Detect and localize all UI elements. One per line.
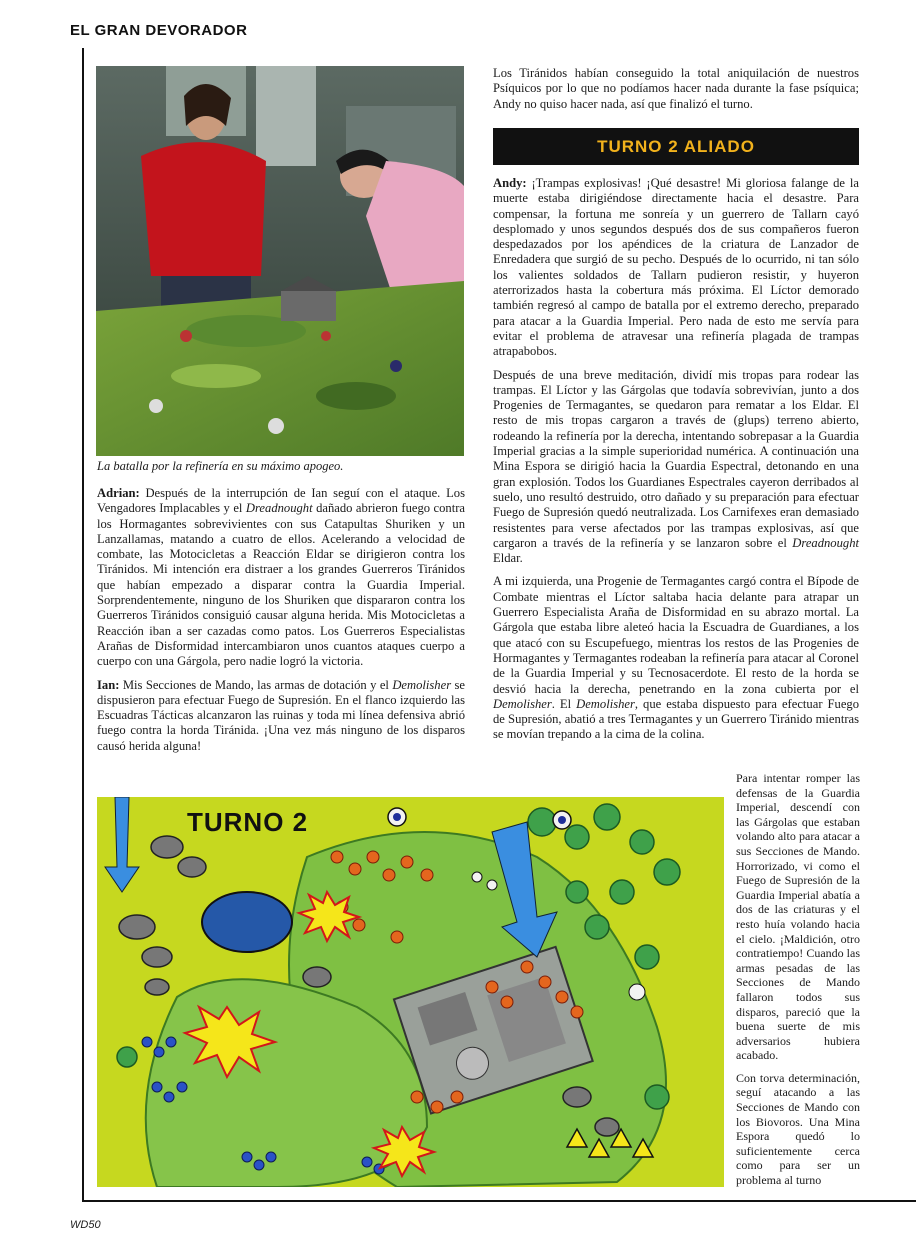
text-span: Después de una breve meditación, dividí mis tropas para rodear las trampas. El Líctor y las Gárgolas que todavía sobrevivían, junto a dos Progenies de Termagantes, se quedaron para rematar a los Eldar. El resto de mis tropas cargaron a través de (glups) terreno abierto, rodeando la refinería por la derecha, intentando sobrepasar a la Guardia Imperial gracias a la simple superioridad numérica. A continuación una Mina Espora se dirigió hacia la Guardia Espectral, detonando en una gran explosión. Todos los Guardianes Espectrales cayeron derribados al suelo, uno resultó destruido, otro dañado y su preparación para efectuar Fuego de Supresión quedó neutralizada. Los Carnifexes eran demasiado resistentes para verse afectados por las trampas explosivas, así que cargaron a través de la refinería y se lanzaron sobre el bbox=[493, 367, 859, 550]
text-span: Después de la interrupción de Ian seguí con el ataque. Los Vengadores Implacables y el bbox=[97, 486, 465, 516]
italic-term: Demolisher bbox=[493, 696, 552, 711]
text-span: . El bbox=[551, 696, 577, 711]
text-span: , que estaba dispuesto para efectuar Fuego de Supresión, abatió a tres Termagantes y un Guerrero Tiránido mientras se movían trepando a la cima de la colina. bbox=[493, 696, 859, 742]
battle-map bbox=[97, 797, 724, 1187]
right-column bbox=[493, 176, 859, 751]
paragraph-meditation bbox=[493, 368, 859, 567]
italic-term: Dreadnought bbox=[245, 501, 313, 516]
turn-banner: TURNO 2 ALIADO bbox=[493, 128, 859, 165]
paragraph-gargoyles: Para intentar romper las defensas de la Guardia Imperial, descendí con las Gárgolas que estaban volando alto para atacar a sus Secciones de Mando. Horrorizado, vi como el Fuego de Supresión de la Guardia Imperial abatía a dos de las criaturas y el resto huía volando hacia el cielo. ¡Maldición, otro contratiempo! Cuando las armas pesadas de las Secciones de Mando fallaron todos sus disparos, pareció que la buena suerte de mis adversarios hubiera acabado. bbox=[736, 771, 860, 1063]
map-title: TURNO 2 bbox=[187, 807, 309, 837]
text-span: ¡Trampas explosivas! ¡Qué desastre! Mi gloriosa falange de la muerte estaba dirigiéndose directamente hacia el desastre. Para compensar, la fortuna me sonreía y un guerrero de Tallarn cayó desplomado y unos segundos después dos de sus compañeros fueron despedazados por los apéndices de la criatura de Lanzador de Enredadera que surgió de su pecho. Después de lo ocurrido, ni tan sólo los valientes soldados de Tallarn pudieron resistir, y huyeron aterrorizados hasta la cobertura más próxima. El Líctor demorado también regresó al campo de batalla por el extremo derecho, preparado para atacar a la Guardia Imperial. Pero nada de esto me servía para evitar el problema de atravesar una refinería plagada de trampas atrapabobos. bbox=[493, 176, 859, 359]
italic-term: Demolisher bbox=[392, 677, 452, 692]
left-column bbox=[97, 486, 465, 762]
italic-term: Dreadnought bbox=[792, 535, 859, 550]
photo-caption: La batalla por la refinería en su máximo apogeo. bbox=[97, 459, 344, 473]
text-span: A mi izquierda, una Progenie de Termagantes cargó contra el Bípode de Combate mientras el Líctor saltaba hacia delante para atrapar un Guerrero Especialista Araña de Disformidad en su abrazo mortal. La Gárgola que estaba libre aleteó hacia la Escuadra de Guardianes, a los que atacó con su Escupefuego, mientras los restos de las Progenies de Hormagantes y Termagantes rodeaban la refinería para atacar al Coronel de la Guardia Imperial y su Tecnosacerdote. El resto de la horda se desvió hacia la derecha, penetrando en la zona cubierta por el bbox=[493, 574, 859, 696]
text-span: dañado abrieron fuego contra los Hormagantes sobrevivientes con sus Catapultas Shuriken y un Lanzallamas, matando a cuatro de ellos. Acelerando a velocidad de combate, las Motocicletas a Reacción Eldar se dirigieron contra los Tiránidos. Mi intención era distraer a los grandes Guerreros Tiránidos que habían empezado a disparar contra la Guardia Imperial. Sorprendentemente, ninguno de los Shuriken que dispararon contra los Guerreros Tiránidos consiguió causar alguna herida. Mis Motocicletas a Reacción iban a ser cazadas como patos. Los Guerreros Especialistas Arañas de Disformidad intercambiaron unos cuantos ataques cuerpo a cuerpo con una Gárgola, pero nadie logró la victoria. bbox=[97, 501, 465, 669]
paragraph-ian bbox=[97, 678, 465, 754]
battle-photo bbox=[96, 66, 464, 456]
paragraph-adrian bbox=[97, 486, 465, 670]
speaker-andy: Andy: bbox=[493, 176, 527, 190]
narrow-column bbox=[736, 771, 860, 1196]
page-number: WD50 bbox=[70, 1219, 101, 1231]
speaker-adrian: Adrian: bbox=[97, 486, 140, 500]
paragraph-intro: Los Tiránidos habían conseguido la total aniquilación de nuestros Psíquicos por lo que no podíamos hacer nada durante la fase psíquica; Andy no quiso hacer nada, así que finalizó el turno. bbox=[493, 66, 859, 111]
text-span: Eldar. bbox=[493, 551, 523, 566]
page-header-title: EL GRAN DEVORADOR bbox=[70, 22, 248, 39]
right-intro bbox=[493, 66, 859, 120]
paragraph-andy bbox=[493, 176, 859, 360]
paragraph-biovores: Con torva determinación, seguí atacando a las Secciones de Mando con los Biovoros. Una Mina Espora quedó lo suficientemente cerca como para ser un problema al turno bbox=[736, 1070, 860, 1188]
paragraph-left-flank bbox=[493, 574, 859, 742]
text-span: se dispusieron para efectuar Fuego de Supresión. En el flanco izquierdo las Escuadras Tácticas alcanzaron las ruinas y toda mi línea defensiva abrió fuego contra la horda Tiránida. ¡Una vez más ninguno de los disparos causó herida alguna! bbox=[97, 677, 465, 753]
text-span: Mis Secciones de Mando, las armas de dotación y el bbox=[119, 677, 393, 692]
italic-term: Demolisher bbox=[576, 696, 635, 711]
speaker-ian: Ian: bbox=[97, 677, 120, 692]
